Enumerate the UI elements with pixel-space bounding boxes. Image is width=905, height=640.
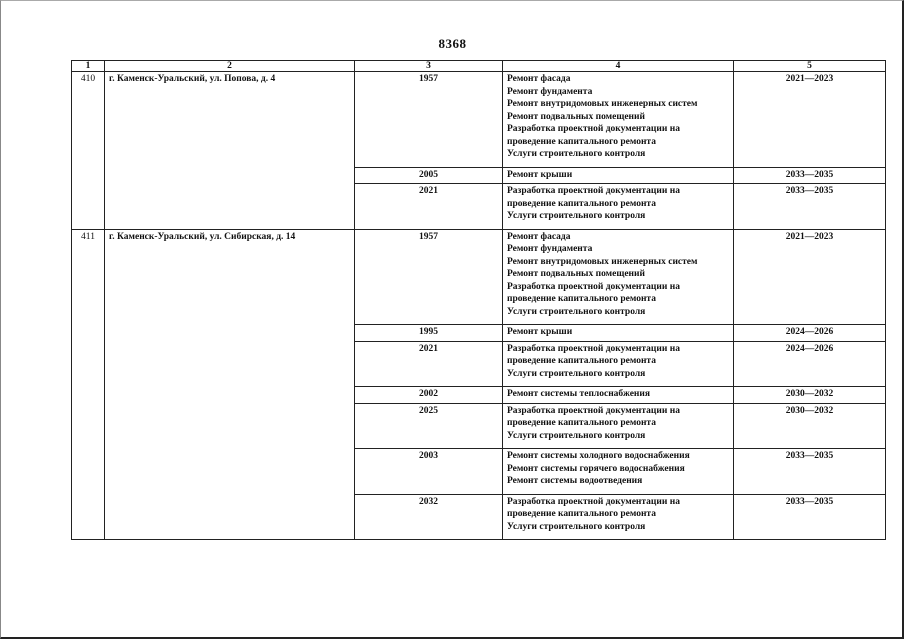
column-header-1: 1 [72,61,105,72]
period-cell: 2033—2035 [734,449,886,495]
works-cell [503,229,734,325]
building-address: г. Каменск-Уральский, ул. Попова, д. 4 [105,72,355,230]
building-number: 411 [72,229,105,540]
work-item: Разработка проектной документации на [507,124,680,134]
work-item: Разработка проектной документации на [507,281,680,292]
period-cell: 2030—2032 [734,403,886,449]
work-item: Разработка проектной документации на [507,186,680,196]
column-header-4: 4 [503,61,734,72]
work-item: Ремонт фасада [507,231,571,242]
year-cell: 2002 [355,387,503,404]
works-cell [503,449,734,495]
repair-schedule-table [71,60,886,540]
period-cell: 2024—2026 [734,325,886,342]
period-cell: 2024—2026 [734,341,886,387]
work-item: Ремонт крыши [507,327,573,337]
works-cell [503,494,734,540]
period-cell: 2033—2035 [734,184,886,230]
work-item: проведение капитального ремонта [507,136,656,147]
year-cell: 2021 [355,341,503,387]
work-item: проведение капитального ремонта [507,198,656,209]
work-item: Услуги строительного контроля [507,149,646,159]
work-item: Ремонт крыши [507,169,573,180]
table-body [72,72,886,540]
work-item: Разработка проектной документации на [507,496,680,507]
year-cell: 2021 [355,184,503,230]
work-item: Услуги строительного контроля [507,211,646,221]
work-item: Разработка проектной документации на [507,343,680,354]
work-item: Ремонт подвальных помещений [507,111,645,122]
work-item: Ремонт системы теплоснабжения [507,389,651,399]
works-cell [503,167,734,184]
works-cell [503,387,734,404]
period-cell: 2030—2032 [734,387,886,404]
table-row [72,229,886,325]
works-cell [503,403,734,449]
work-item: проведение капитального ремонта [507,356,656,366]
works-cell [503,325,734,342]
table-row [72,72,886,168]
year-cell: 2032 [355,494,503,540]
work-item: Услуги строительного контроля [507,430,646,441]
period-cell: 2033—2035 [734,167,886,184]
work-item: проведение капитального ремонта [507,418,656,428]
work-item: Ремонт внутридомовых инженерных систем [507,99,698,109]
works-cell [503,184,734,230]
work-item: Ремонт системы горячего водоснабжения [507,463,685,474]
building-number: 410 [72,72,105,230]
building-address: г. Каменск-Уральский, ул. Сибирская, д. 14 [105,229,355,540]
period-cell: 2021—2023 [734,229,886,325]
period-cell: 2021—2023 [734,72,886,168]
work-item: Ремонт фундамента [507,86,593,97]
work-item: Услуги строительного контроля [507,368,646,379]
works-cell [503,72,734,168]
year-cell: 2005 [355,167,503,184]
work-item: Услуги строительного контроля [507,306,646,317]
work-item: Ремонт системы холодного водоснабжения [507,451,690,461]
work-item: проведение капитального ремонта [507,294,656,304]
work-item: Разработка проектной документации на [507,405,680,416]
work-item: Ремонт системы водоотведения [507,476,643,486]
year-cell: 2025 [355,403,503,449]
work-item: Услуги строительного контроля [507,521,646,532]
column-header-5: 5 [734,61,886,72]
work-item: Ремонт внутридомовых инженерных систем [507,256,698,267]
period-cell: 2033—2035 [734,494,886,540]
column-header-3: 3 [355,61,503,72]
header-row [72,61,886,72]
year-cell: 1957 [355,72,503,168]
year-cell: 1995 [355,325,503,342]
year-cell: 2003 [355,449,503,495]
work-item: проведение капитального ремонта [507,509,656,519]
work-item: Ремонт фасада [507,74,571,84]
work-item: Ремонт фундамента [507,244,593,254]
work-item: Ремонт подвальных помещений [507,269,645,279]
page-number: 8368 [438,36,467,51]
column-header-2: 2 [105,61,355,72]
works-cell [503,341,734,387]
year-cell: 1957 [355,229,503,325]
